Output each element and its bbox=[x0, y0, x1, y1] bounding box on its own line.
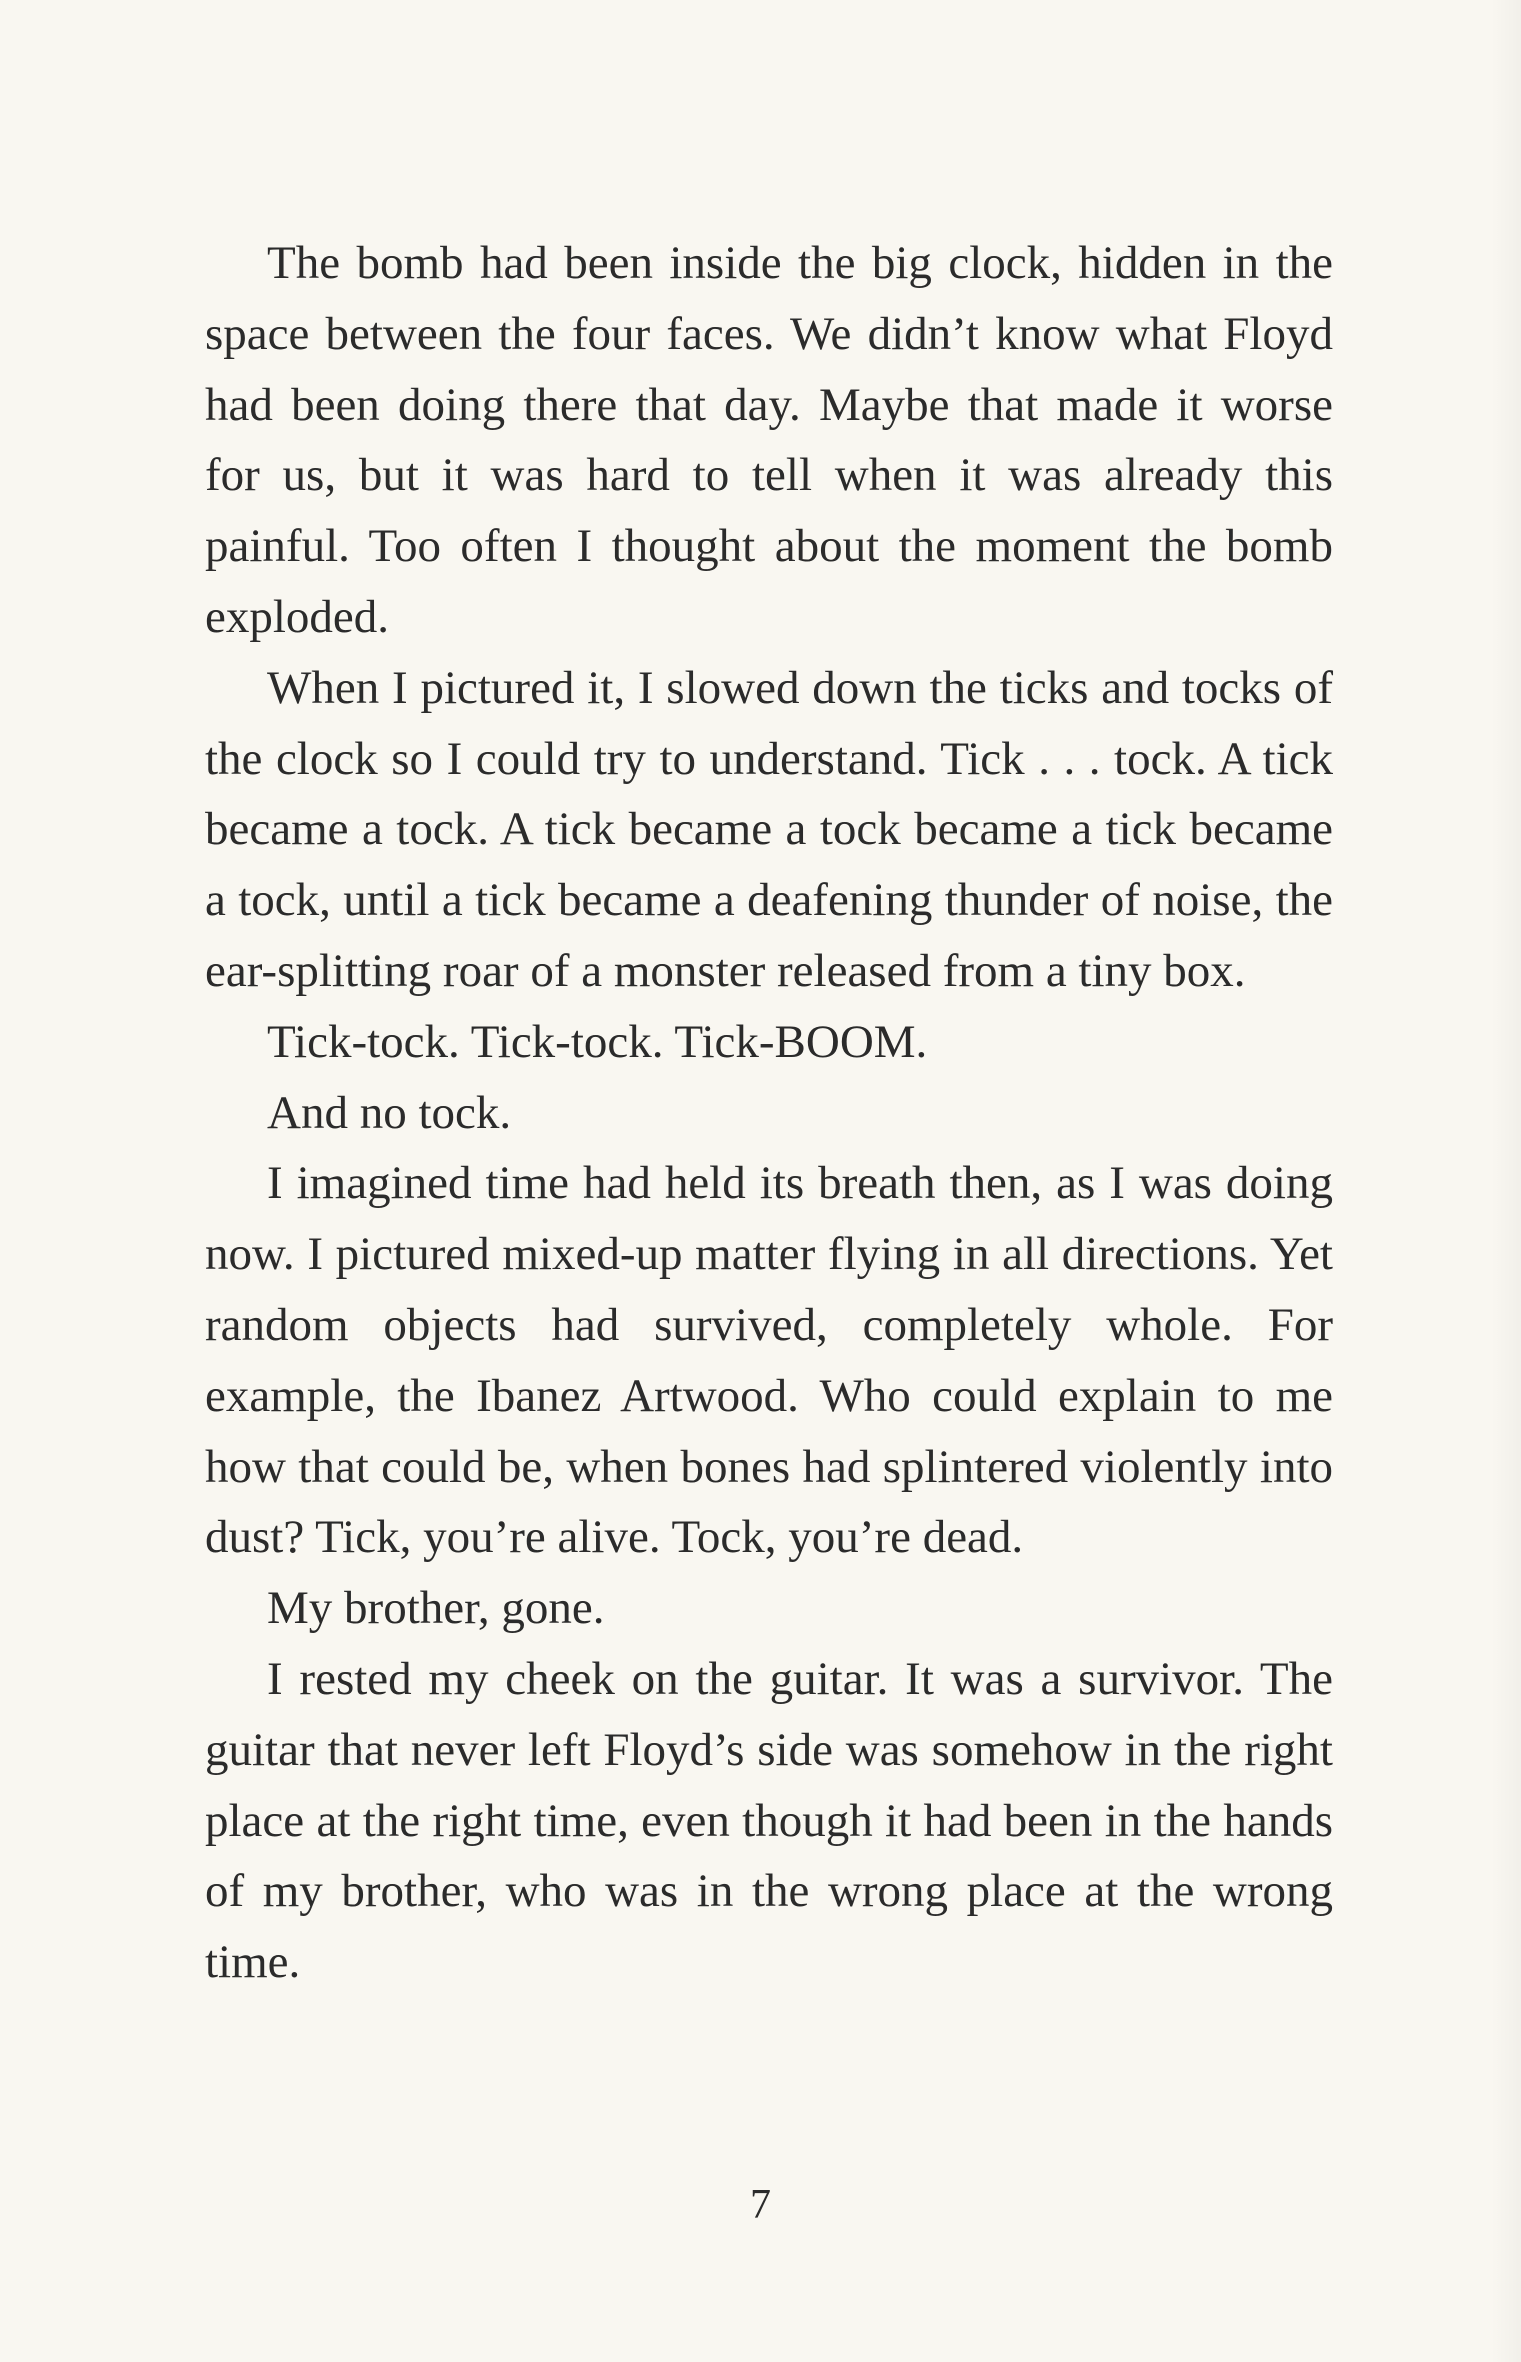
body-text bbox=[205, 228, 1333, 1998]
page-number: 7 bbox=[750, 2182, 771, 2228]
paragraph: I imagined time had held its breath then, as I was doing now. I pictured mixed-up matter flying in all directions. Yet random objects had survived, completely whole. For example, the Ibanez Artwood. Who could explain to me how that could be, when bones had splintered violently into dust? Tick, you’re alive. Tock, you’re dead. bbox=[205, 1157, 1333, 1564]
paragraph: I rested my cheek on the guitar. It was a survivor. The guitar that never left Floyd’s side was somehow in the right place at the right time, even though it had been in the hands of my brother, who was in the wrong place at the wrong time. bbox=[205, 1652, 1333, 1989]
paragraph: When I pictured it, I slowed down the ticks and tocks of the clock so I could try to understand. Tick . . . tock. A tick became a tock. A tick became a tock became a tick became a tock, until a tick became a deafening thunder of noise, the ear-splitting roar of a monster released from a tiny box. bbox=[205, 661, 1333, 997]
scan-edge-shadow bbox=[1491, 0, 1521, 2362]
paragraph: The bomb had been inside the big clock, hidden in the space between the four faces. We didn’t know what Floyd had been doing there that day. Maybe that made it worse for us, but it was hard to tell when it was already this painful. Too often I thought about the moment the bomb exploded. bbox=[205, 237, 1333, 643]
paragraph: My brother, gone. bbox=[267, 1582, 605, 1635]
paragraph: Tick-tock. Tick-tock. Tick-BOOM. bbox=[267, 1015, 928, 1068]
paragraph: And no tock. bbox=[267, 1086, 512, 1139]
